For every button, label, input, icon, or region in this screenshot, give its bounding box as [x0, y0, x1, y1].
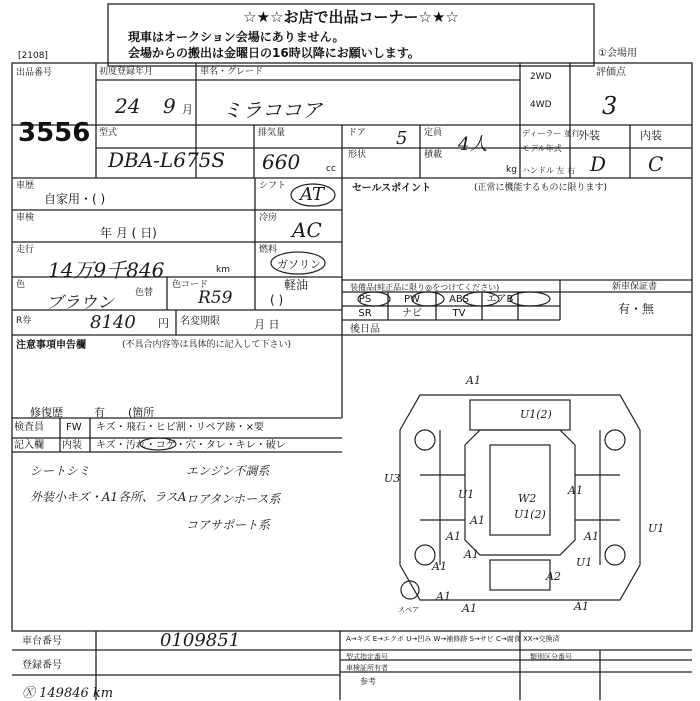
damage-mark: U1	[648, 522, 665, 535]
displacement-label: 排気量	[258, 128, 286, 138]
post-date-label: 後日品	[350, 324, 380, 335]
damage-mark: A1	[446, 530, 461, 543]
name-change-value: 月 日	[254, 318, 280, 331]
model-label: 車名・グレード	[200, 67, 264, 77]
ref-label: 参考	[360, 677, 376, 686]
bottom-mileage-mark: Ⓧ 149846 km	[22, 686, 114, 701]
damage-mark: A1	[574, 600, 589, 613]
shape-label: 形状	[348, 150, 367, 160]
damage-mark: U1	[458, 488, 475, 501]
spare-label: スペア	[398, 606, 419, 614]
load-unit: kg	[506, 165, 517, 175]
notice-line-2: 会場からの搬出は金曜日の16時以降にお願いします。	[128, 46, 420, 60]
damage-mark: U3	[384, 472, 401, 485]
recycle-label: R券	[16, 316, 32, 326]
history-label: 車歴	[16, 181, 35, 191]
rating-label: 評価点	[596, 67, 626, 78]
dealer-label: ディーラー 並行	[522, 129, 580, 138]
lot-number: 3556	[18, 118, 91, 148]
capacity-value: 4人	[458, 134, 488, 155]
exterior-grade: D	[590, 152, 607, 176]
damage-mark: U1(2)	[520, 408, 552, 421]
name-change-label: 名変期限	[180, 316, 220, 327]
first-reg-month-unit: 月	[182, 103, 193, 116]
shift-label: シフト	[259, 181, 287, 191]
history-value: 自家用・( )	[44, 192, 106, 206]
notes-interior-label: 内装	[62, 440, 82, 451]
ac-value: AC	[292, 218, 322, 242]
equipment-title: 装備品(純正品に限り◎をつけてください)	[350, 283, 500, 292]
notes-subtitle: (不具合内容等は具体的に記入して下さい)	[122, 340, 292, 350]
entry-label: 記入欄	[14, 440, 44, 451]
steering-label: ハンドル 左 右	[522, 166, 576, 175]
model-year-label: モデル年式	[522, 144, 562, 153]
fuel-kerosene: 軽油	[284, 278, 309, 292]
color-value: ブラウン	[46, 293, 114, 313]
spec-label: 類別区分番号	[530, 653, 572, 661]
equipment-navi: ナビ	[402, 308, 422, 319]
fuel-label: 燃料	[259, 245, 278, 255]
damage-mark: A2	[546, 570, 561, 583]
type-value: DBA-L675S	[108, 148, 226, 172]
door-count: 5	[396, 128, 408, 149]
fw-label: FW	[66, 422, 82, 433]
recog-label: 車検証所有者	[346, 664, 388, 672]
damage-mark: A1	[432, 560, 447, 573]
chassis-label: 車台番号	[22, 636, 62, 647]
handwritten-note-5: コアサポート系	[186, 518, 271, 532]
recycle-value: 8140	[90, 312, 136, 333]
mileage-label: 走行	[16, 245, 35, 255]
damage-mark: A1	[464, 548, 479, 561]
banner-title: ☆★☆お店で出品コーナー☆★☆	[243, 8, 459, 26]
color-label: 色	[16, 280, 26, 290]
load-label: 積載	[424, 150, 443, 160]
damage-mark: U1(2)	[514, 508, 546, 521]
inspector-label: 検査員	[14, 422, 44, 433]
rating-value: 3	[602, 92, 618, 120]
damage-mark: U1	[576, 556, 593, 569]
spec-label-2: 型式指定番号	[346, 653, 388, 661]
equipment-airbag: エアB	[486, 294, 514, 305]
damage-mark: A1	[466, 374, 481, 387]
damage-mark: A1	[470, 514, 485, 527]
color-sub-label: 色替	[135, 288, 154, 298]
equipment-tv: TV	[452, 308, 466, 319]
first-reg-month: 9	[163, 94, 176, 118]
inspection-value: 年 月 ( 日)	[100, 226, 157, 240]
equipment-ps: PS	[358, 294, 372, 305]
equipment-pw: PW	[404, 294, 420, 305]
fuel-gas: ガソリン	[277, 258, 321, 271]
handwritten-note-4: ロアタンホース系	[186, 492, 281, 506]
equipment-abs: ABS	[449, 294, 469, 305]
lot-label: 出品番号	[16, 68, 53, 78]
damage-mark: A1	[462, 602, 477, 615]
sheet-code: [2108]	[18, 51, 48, 61]
handwritten-note-3: エンジン不調系	[186, 464, 270, 478]
first-reg-year: 24	[115, 94, 141, 118]
door-label: ドア	[348, 128, 366, 138]
repair-place: (箇所	[128, 406, 155, 419]
damage-mark: A1	[568, 484, 583, 497]
fuel-blank: ( )	[270, 293, 284, 307]
displacement-value: 660	[262, 150, 301, 174]
repair-label: 修復歴	[30, 406, 63, 419]
model-name: ミラココア	[222, 98, 322, 122]
interior-items: キズ・汚れ・コゲ・穴・タレ・キレ・破レ	[96, 440, 286, 451]
new-warranty-value: 有・無	[618, 302, 655, 316]
fw-items: キズ・飛石・ヒビ割・リペア跡・×要	[96, 422, 264, 433]
equipment-sr: SR	[358, 308, 372, 319]
damage-mark: A1	[584, 530, 599, 543]
damage-legend: A→キズ E→エクボ U→凹み W→補修跡 S→サビ C→腐食 XX→交換済	[346, 635, 560, 643]
displacement-unit: cc	[326, 164, 336, 174]
drive-2wd: 2WD	[530, 72, 552, 82]
drive-4wd: 4WD	[530, 100, 552, 110]
damage-mark: W2	[518, 492, 537, 505]
shift-value: AT	[300, 184, 325, 205]
interior-grade: C	[648, 152, 664, 176]
damage-mark: A1	[436, 590, 451, 603]
mileage-value: 14万9千846	[48, 258, 165, 282]
first-reg-label: 初度登録年月	[99, 67, 154, 77]
capacity-label: 定員	[424, 128, 443, 138]
handwritten-note-1: シートシミ	[30, 464, 91, 478]
mileage-unit: km	[216, 265, 230, 275]
handwritten-note-2: 外装小キズ・A1各所、ラスA	[30, 490, 187, 504]
new-warranty-label: 新車保証書	[612, 282, 658, 292]
ac-label: 冷房	[259, 213, 278, 223]
recycle-unit: 円	[158, 317, 169, 330]
reg-label: 登録番号	[22, 660, 62, 671]
venue-label: ①会場用	[598, 48, 637, 59]
sales-note: (正常に機能するものに限ります)	[474, 183, 608, 193]
chassis-value: 0109851	[160, 630, 241, 651]
notice-line-1: 現車はオークション会場にありません。	[128, 30, 345, 44]
color-code-label: 色コード	[172, 280, 209, 290]
sales-title: セールスポイント	[352, 183, 432, 194]
type-label: 型式	[99, 128, 118, 138]
notes-title: 注意事項申告欄	[16, 340, 86, 351]
exterior-label: 外装	[578, 129, 600, 142]
interior-label: 内装	[640, 129, 662, 142]
repair-value: 有	[94, 406, 105, 419]
inspection-label: 車検	[16, 213, 35, 223]
color-code: R59	[198, 288, 233, 308]
